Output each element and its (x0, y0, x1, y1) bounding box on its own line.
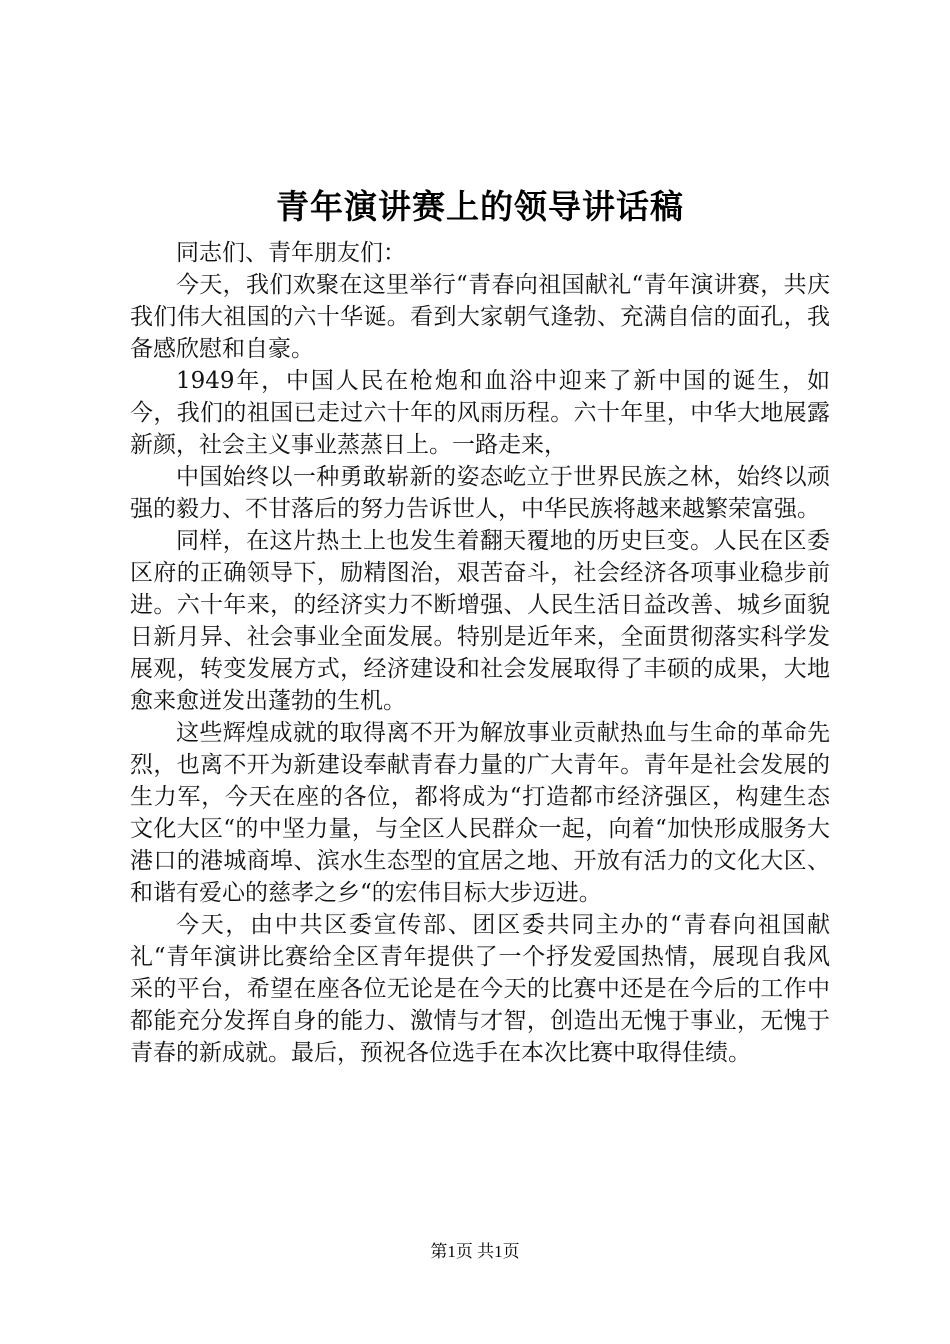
salutation: 同志们、青年朋友们： (176, 240, 406, 266)
paragraph-6: 今天，由中共区委宣传部、团区委共同主办的“青春向祖国献礼“青年演讲比赛给全区青年提供了一个抒发爱国热情，展现自我风采的平台，希望在座各位无论是在今天的比赛中还是在今后的工作中都能充分发挥自身的能力、激情与才智，创造出无愧于事业，无愧于青春的新成就。最后，预祝各位选手在本次比赛中取得佳绩。 (130, 912, 830, 1066)
document-body (130, 237, 830, 1069)
paragraph-4: 同样，在这片热土上也发生着翻天覆地的历史巨变。人民在区委区府的正确领导下，励精图治，艰苦奋斗，社会经济各项事业稳步前进。六十年来，的经济实力不断增强、人民生活日益改善、城乡面貌日新月异、社会事业全面发展。特别是近年来，全面贯彻落实科学发展观，转变发展方式，经济建设和社会发展取得了丰硕的成果，大地愈来愈迸发出蓬勃的生机。 (130, 528, 830, 714)
paragraph-2: 1949年，中国人民在枪炮和血浴中迎来了新中国的诞生，如今，我们的祖国已走过六十年的风雨历程。六十年里，中华大地展露新颜，社会主义事业蒸蒸日上。一路走来， (130, 368, 830, 458)
paragraph-3: 中国始终以一种勇敢崭新的姿态屹立于世界民族之林，始终以顽强的毅力、不甘落后的努力告诉世人，中华民族将越来越繁荣富强。 (130, 464, 830, 522)
paragraph-5: 这些辉煌成就的取得离不开为解放事业贡献热血与生命的革命先烈，也离不开为新建设奉献青春力量的广大青年。青年是社会发展的生力军，今天在座的各位，都将成为“打造都市经济强区，构建生态文化大区“的中坚力量，与全区人民群众一起，向着“加快形成服务大港口的港城商埠、滨水生态型的宜居之地、开放有活力的文化大区、和谐有爱心的慈孝之乡“的宏伟目标大步迈进。 (130, 720, 830, 906)
page-footer: 第1页 共1页 (430, 1242, 520, 1261)
document-title: 青年演讲赛上的领导讲话稿 (276, 187, 684, 226)
paragraph-1: 今天，我们欢聚在这里举行“青春向祖国献礼“青年演讲赛，共庆我们伟大祖国的六十华诞。看到大家朝气逢勃、充满自信的面孔，我备感欣慰和自豪。 (130, 272, 830, 362)
